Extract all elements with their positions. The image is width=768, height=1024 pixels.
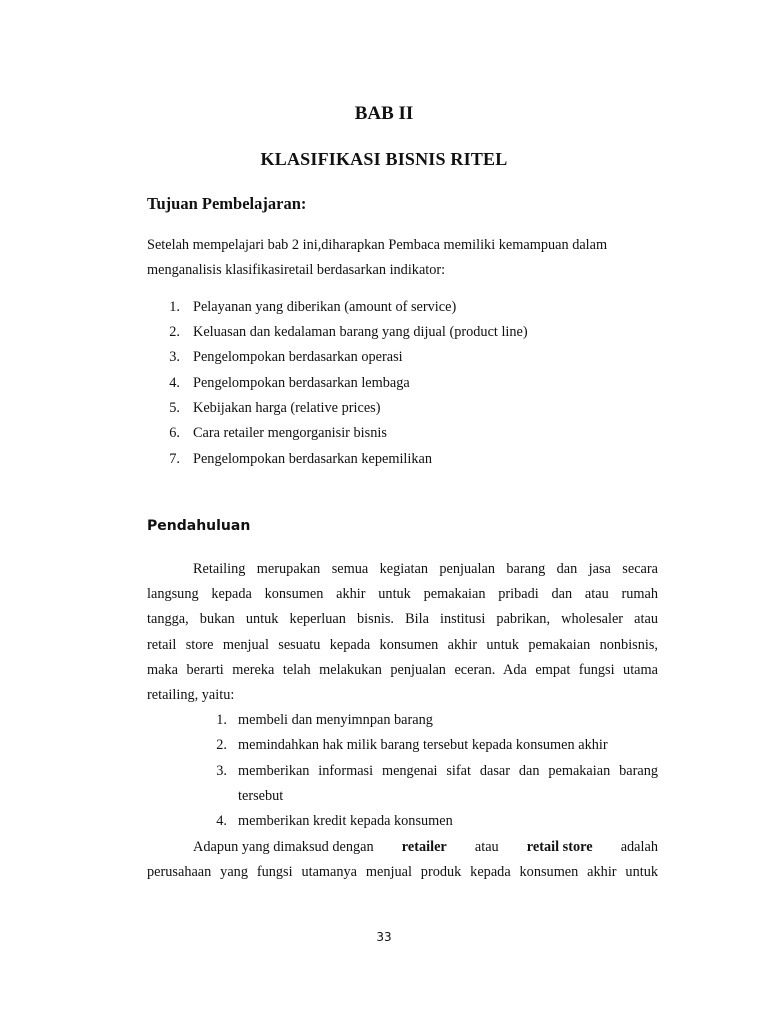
list-text: memberikan informasi mengenai sifat dasar dan pemakaian barang	[238, 763, 658, 779]
paragraph-line: langsung kepada konsumen akhir untuk pemakaian pribadi dan atau rumah	[147, 586, 658, 602]
list-number: 6.	[169, 425, 180, 441]
list-number: 3.	[169, 349, 180, 365]
paragraph-line: retailing, yaitu:	[147, 687, 235, 703]
chapter-title: KLASIFIKASI BISNIS RITEL	[260, 149, 508, 169]
paragraph-line: maka berarti mereka telah melakukan penjualan eceran. Ada empat fungsi utama	[147, 662, 658, 678]
list-text: Kebijakan harga (relative prices)	[193, 400, 381, 416]
list-number: 3.	[216, 763, 227, 779]
closing-text: Adapun yang dimaksud dengan	[193, 839, 374, 855]
chapter-heading: BAB II	[354, 103, 414, 124]
list-text: Cara retailer mengorganisir bisnis	[193, 425, 387, 441]
list-text: Pengelompokan berdasarkan kepemilikan	[193, 451, 432, 467]
list-text: tersebut	[238, 788, 284, 804]
list-text: Pengelompokan berdasarkan lembaga	[193, 375, 410, 391]
section-heading: Pendahuluan	[147, 518, 251, 534]
paragraph-line: Retailing merupakan semua kegiatan penjualan barang dan jasa secara	[193, 561, 658, 577]
list-number: 2.	[216, 737, 227, 753]
list-text: membeli dan menyimnpan barang	[238, 712, 433, 728]
list-text: Pelayanan yang diberikan (amount of service)	[193, 299, 457, 315]
list-text: memindahkan hak milik barang tersebut kepada konsumen akhir	[238, 737, 608, 753]
intro-line: menganalisis klasifikasiretail berdasarkan indikator:	[147, 262, 446, 278]
list-text: Keluasan dan kedalaman barang yang dijual (product line)	[193, 324, 528, 340]
list-text: Pengelompokan berdasarkan operasi	[193, 349, 403, 365]
term-retailer: retailer	[401, 839, 447, 855]
closing-text: adalah	[620, 839, 658, 855]
list-number: 1.	[216, 712, 227, 728]
list-text: memberikan kredit kepada konsumen	[238, 813, 453, 829]
list-number: 4.	[216, 813, 227, 829]
closing-line: perusahaan yang fungsi utamanya menjual produk kepada konsumen akhir untuk	[147, 864, 658, 880]
list-number: 2.	[169, 324, 180, 340]
closing-text: atau	[474, 839, 499, 855]
intro-line: Setelah mempelajari bab 2 ini,diharapkan Pembaca memiliki kemampuan dalam	[147, 237, 608, 253]
objectives-heading: Tujuan Pembelajaran:	[147, 194, 307, 213]
term-retail-store: retail store	[526, 839, 593, 855]
page-number: 33	[376, 930, 392, 944]
paragraph-line: tangga, bukan untuk keperluan bisnis. Bila institusi pabrikan, wholesaler atau	[147, 611, 658, 627]
list-number: 5.	[169, 400, 180, 416]
list-number: 4.	[169, 375, 180, 391]
closing-line	[193, 835, 658, 860]
paragraph-line: retail store menjual sesuatu kepada konsumen akhir untuk pemakaian nonbisnis,	[147, 637, 658, 653]
list-number: 7.	[169, 451, 180, 467]
list-number: 1.	[169, 299, 180, 315]
